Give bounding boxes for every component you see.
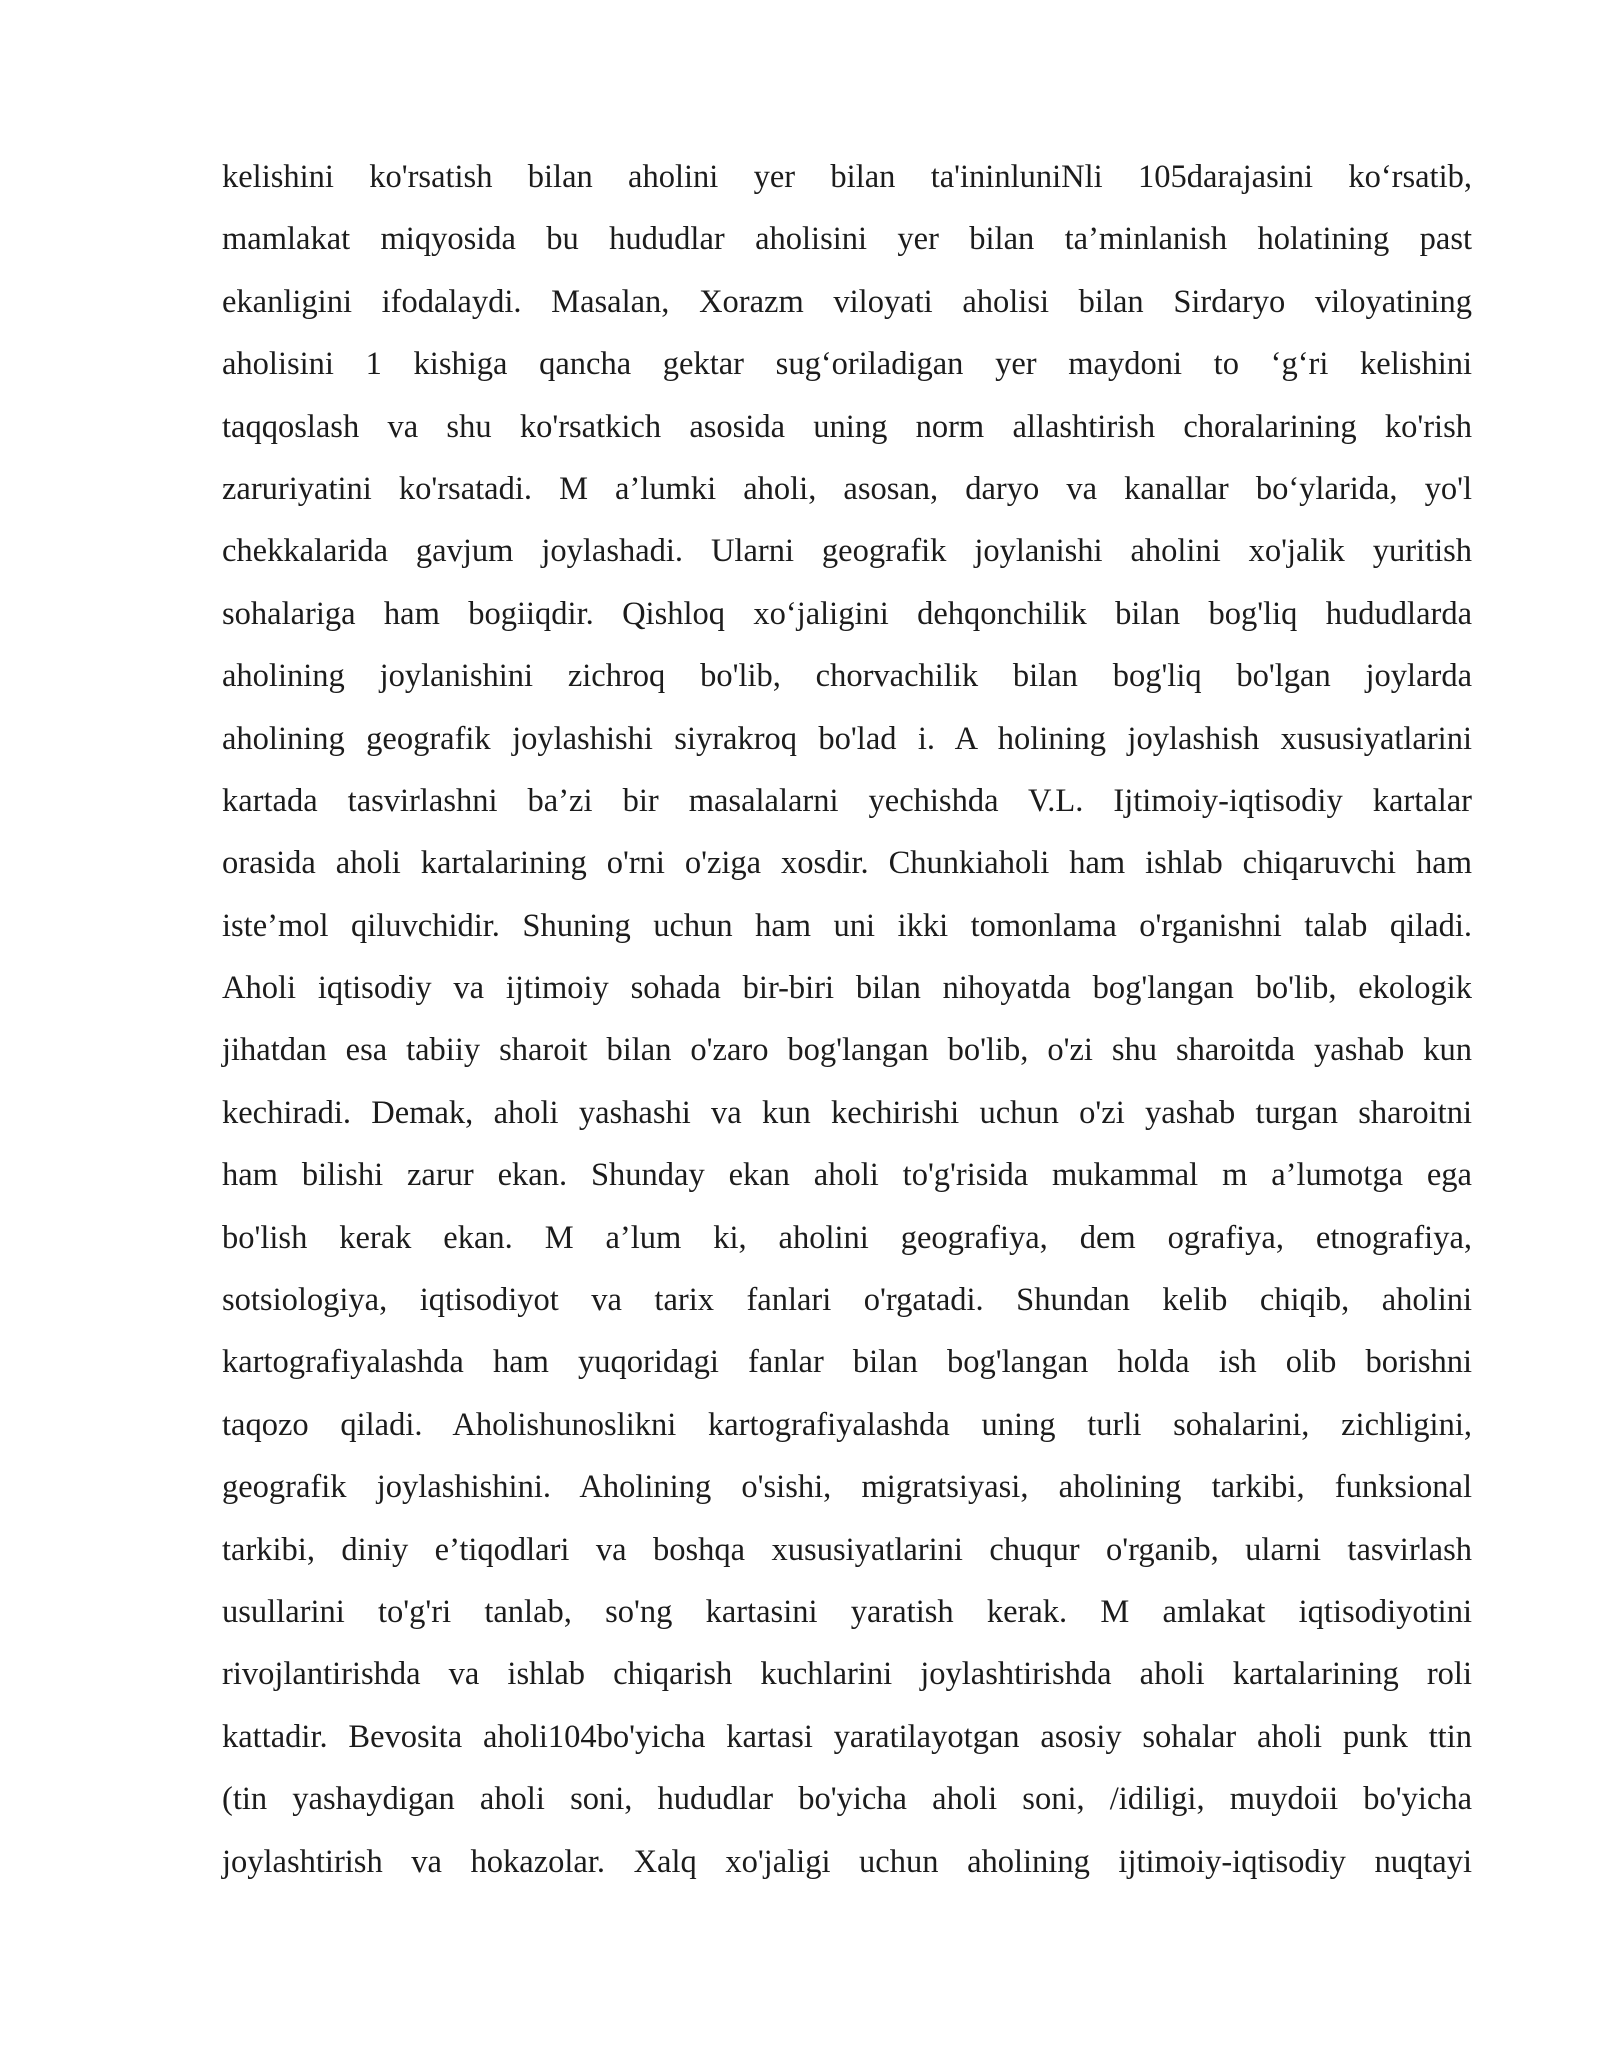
text-line: rivojlantirishda va ishlab chiqarish kuchlarini joylashtirishda aholi kartalarining roli [222, 1656, 1472, 1693]
text-line: aholining joylanishini zichroq bo'lib, chorvachilik bilan bog'liq bo'lgan joylarda [222, 658, 1472, 695]
text-line: bo'lish kerak ekan. M a’lum ki, aholini geografiya, dem ografiya, etnografiya, [222, 1219, 1472, 1256]
text-line: jihatdan esa tabiiy sharoit bilan o'zaro bog'langan bo'lib, o'zi shu sharoitda yashab kun [222, 1032, 1472, 1069]
text-line: mamlakat miqyosida bu hududlar aholisini yer bilan ta’minlanish holatining past [222, 221, 1472, 258]
text-line: orasida aholi kartalarining o'rni o'ziga xosdir. Chunkiaholi ham ishlab chiqaruvchi ham [222, 845, 1472, 882]
text-line: zaruriyatini ko'rsatadi. M a’lumki aholi, asosan, daryo va kanallar bo‘ylarida, yo'l [222, 470, 1472, 507]
text-line: taqozo qiladi. Aholishunoslikni kartografiyalashda uning turli sohalarini, zichligini, [222, 1406, 1472, 1443]
text-line: ham bilishi zarur ekan. Shunday ekan aholi to'g'risida mukammal m a’lumotga ega [222, 1157, 1472, 1194]
text-line: kelishini ko'rsatish bilan aholini yer bilan ta'ininluniNli 105darajasini ko‘rsatib, [222, 159, 1472, 195]
text-line: aholisini 1 kishiga qancha gektar sug‘oriladigan yer maydoni to ‘g‘ri kelishini [222, 346, 1472, 383]
text-line: aholining geografik joylashishi siyrakroq bo'lad i. A holining joylashish xususiyatlarini [222, 720, 1472, 757]
text-line: chekkalarida gavjum joylashadi. Ularni geografik joylanishi aholini xo'jalik yuritish [222, 533, 1472, 570]
text-line: sotsiologiya, iqtisodiyot va tarix fanlari o'rgatadi. Shundan kelib chiqib, aholini [222, 1282, 1472, 1319]
text-line: taqqoslash va shu ko'rsatkich asosida uning norm allashtirish choralarining ko'rish [222, 408, 1472, 445]
text-line: tarkibi, diniy e’tiqodlari va boshqa xususiyatlarini chuqur o'rganib, ularni tasvirlash [222, 1531, 1472, 1568]
text-line: ekanligini ifodalaydi. Masalan, Xorazm viloyati aholisi bilan Sirdaryo viloyatining [222, 283, 1472, 320]
text-line: (tin yashaydigan aholi soni, hududlar bo'yicha aholi soni, /idiligi, muydoii bo'yicha [222, 1781, 1472, 1818]
text-line: kartada tasvirlashni ba’zi bir masalalarni yechishda V.L. Ijtimoiy-iqtisodiy kartalar [222, 782, 1472, 819]
text-line: kechiradi. Demak, aholi yashashi va kun kechirishi uchun o'zi yashab turgan sharoitni [222, 1094, 1472, 1131]
text-line: Aholi iqtisodiy va ijtimoiy sohada bir-biri bilan nihoyatda bog'langan bo'lib, ekologik [222, 970, 1472, 1007]
text-line: kattadir. Bevosita aholi104bo'yicha kartasi yaratilayotgan asosiy sohalar aholi punk ttin [222, 1718, 1472, 1755]
text-line: sohalariga ham bogiiqdir. Qishloq xo‘jaligini dehqonchilik bilan bog'liq hududlarda [222, 595, 1472, 632]
text-line: kartografiyalashda ham yuqoridagi fanlar bilan bog'langan holda ish olib borishni [222, 1344, 1472, 1381]
text-line: usullarini to'g'ri tanlab, so'ng kartasini yaratish kerak. M amlakat iqtisodiyotini [222, 1593, 1472, 1630]
text-line: geografik joylashishini. Aholining o'sishi, migratsiyasi, aholining tarkibi, funksional [222, 1469, 1472, 1506]
text-line: joylashtirish va hokazolar. Xalq xo'jaligi uchun aholining ijtimoiy-iqtisodiy nuqtayi [222, 1843, 1472, 1880]
body-text [222, 146, 1472, 1893]
text-line: iste’mol qiluvchidir. Shuning uchun ham uni ikki tomonlama o'rganishni talab qiladi. [222, 907, 1472, 944]
